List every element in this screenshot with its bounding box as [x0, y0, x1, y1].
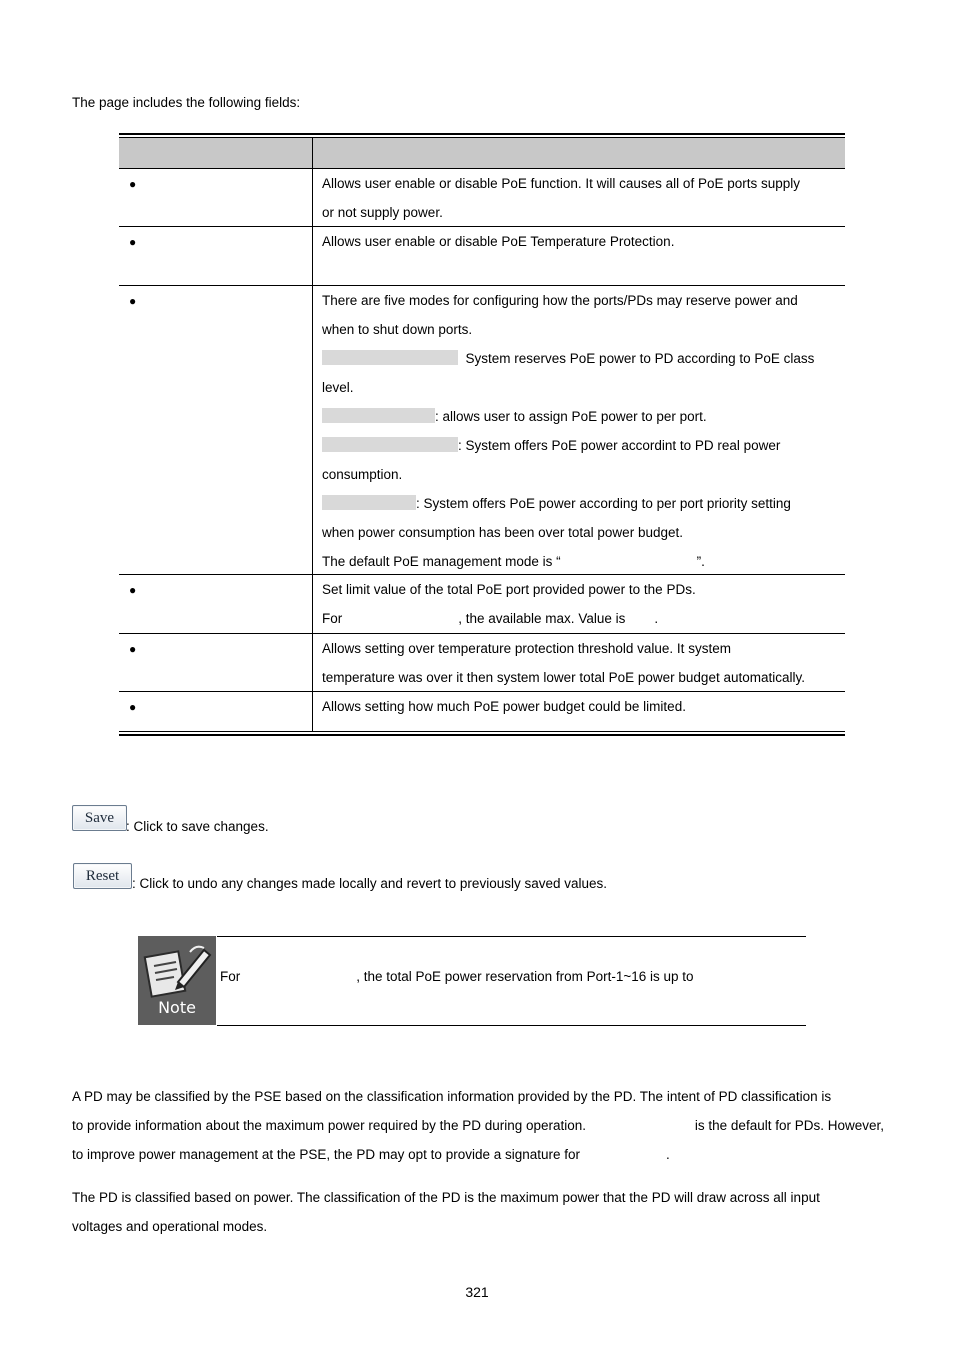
- mode-name-placeholder: [322, 350, 458, 365]
- table-row: [119, 226, 845, 285]
- table-row: [119, 285, 845, 574]
- table-bottom-rule: [119, 731, 845, 732]
- table-row: [119, 168, 845, 226]
- mode-name-placeholder: [322, 408, 435, 423]
- table-row: [119, 691, 845, 731]
- note-label: Note: [158, 998, 196, 1017]
- bullet-icon: ●: [129, 583, 137, 597]
- row-description: Allows user enable or disable PoE Temperature Protection.: [322, 234, 675, 249]
- table-top-rule: [119, 133, 845, 135]
- note-top-rule: [217, 936, 806, 937]
- bullet-icon: ●: [129, 700, 137, 714]
- save-button[interactable]: Save: [72, 805, 127, 831]
- note-bottom-rule: [217, 1025, 806, 1026]
- bullet-icon: ●: [129, 235, 137, 249]
- header-object-cell: [119, 138, 313, 168]
- fields-table: [119, 133, 845, 736]
- row-description: Set limit value of the total PoE port provided power to the PDs. For , the available max. Value is .: [322, 582, 696, 626]
- mode-name-placeholder: [322, 437, 458, 452]
- page-number: 321: [465, 1284, 489, 1300]
- row-description: Allows user enable or disable PoE function. It will causes all of PoE ports supply or not supply power.: [322, 176, 800, 220]
- reset-description: : Click to undo any changes made locally and revert to previously saved values.: [132, 876, 608, 891]
- power-class-paragraph: The PD is classified based on power. The classification of the PD is the maximum power that the PD will draw across all input voltages and operational modes.: [72, 1190, 820, 1234]
- table-header: [119, 138, 845, 168]
- note-text: For , the total PoE power reservation from Port-1~16 is up to: [220, 969, 694, 984]
- intro-text: The page includes the following fields:: [72, 95, 301, 110]
- note-icon: [138, 936, 216, 1025]
- row-description: Allows setting over temperature protection threshold value. It system temperature was over it then system lower total PoE power budget automatically.: [322, 641, 805, 685]
- bullet-icon: ●: [129, 642, 137, 656]
- table-row: [119, 633, 845, 691]
- mode-name-placeholder: [322, 495, 416, 510]
- row-description: Allows setting how much PoE power budget could be limited.: [322, 699, 686, 714]
- reset-button[interactable]: Reset: [73, 863, 132, 889]
- bullet-icon: ●: [129, 177, 137, 191]
- bullet-icon: ●: [129, 294, 137, 308]
- row-description: There are five modes for configuring how the ports/PDs may reserve power and when to shut down ports. System reserves PoE power to PD according to PoE class level. : allows user to assign PoE power to per port. : System offers PoE power accordint to PD real power consumption. : System offers PoE power according to per port priority setting when power consumption has been over total power budget. The default PoE management mode is “ ”.: [322, 293, 815, 569]
- table-bottom-rule-outer: [119, 734, 845, 736]
- save-description: : Click to save changes.: [126, 819, 269, 834]
- classification-paragraph: A PD may be classified by the PSE based on the classification information provided by the PD. The intent of PD classification is to provide information about the maximum power required by the PD during operation. is the default for PDs. However, to improve power management at the PSE, the PD may opt to provide a signature for .: [72, 1089, 884, 1162]
- table-row: [119, 574, 845, 633]
